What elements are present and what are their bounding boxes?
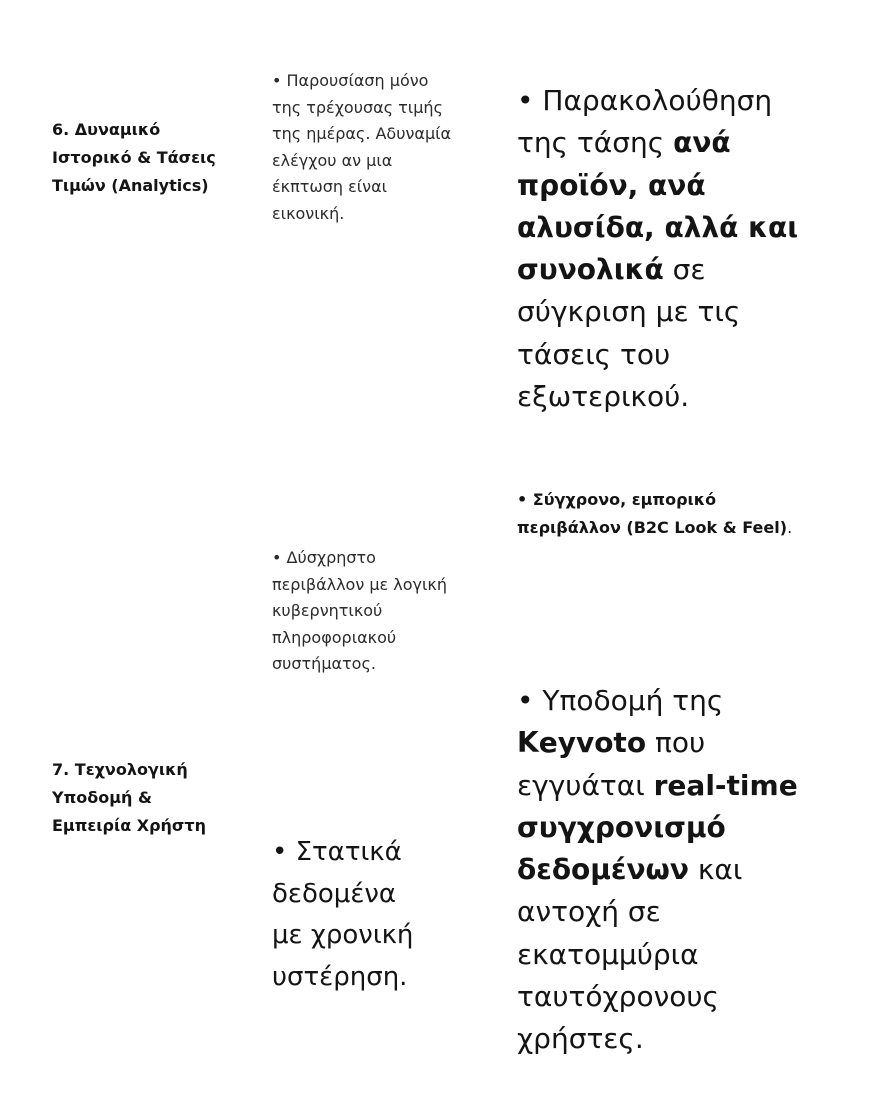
row-6-old-description (272, 68, 451, 227)
row-7-new-b-line-9: χρήστες. (517, 1022, 644, 1056)
row-6-new-text: της τάσης (517, 126, 674, 160)
row-7-new-b-line-8: ταυτόχρονους (517, 980, 719, 1014)
row-6-feature-label (52, 116, 216, 200)
row-6-new-line-1: • Παρακολούθηση (517, 84, 773, 117)
row-7-feature-label (52, 756, 206, 840)
row-7-new-b-emphasis: Κeyvoto (517, 726, 647, 760)
row-7-new-b-line-5 (517, 849, 798, 891)
row-6-label-line-2: Ιστορικό & Τάσεις (52, 148, 216, 167)
row-7-old-description-1 (272, 545, 447, 678)
row-7-old-a-line-4: πληροφοριακού (272, 627, 397, 647)
row-7-new-a-line-1: • Σύγχρονο, εμπορικό (517, 490, 717, 509)
row-6-new-line-3 (517, 165, 798, 207)
row-7-label-line-3: Εμπειρία Χρήστη (52, 816, 206, 835)
row-6-new-emphasis: προϊόν, ανά (517, 168, 706, 202)
row-6-old-line-6: εικονική. (272, 203, 345, 223)
row-6-new-text: σε (663, 253, 706, 287)
row-6-old-line-1: • Παρουσίαση μόνο (272, 71, 429, 90)
row-6-new-line-6: σύγκριση με τις (517, 295, 741, 329)
row-7-new-description-1 (517, 486, 792, 542)
row-6-new-line-4 (517, 207, 798, 249)
row-7-new-a-line-2 (517, 514, 792, 542)
row-7-new-a-text: περιβάλλον (B2C Look & Feel) (517, 518, 788, 537)
row-7-old-a-line-1: • Δύσχρηστο (272, 548, 376, 567)
row-7-new-description-2 (517, 680, 798, 1061)
row-7-label-line-1: 7. Τεχνολογική (52, 760, 188, 779)
row-7-new-b-text: και (688, 853, 743, 887)
row-7-old-a-line-5: συστήματος. (272, 654, 376, 673)
row-7-new-b-text: εγγυάται (517, 768, 654, 802)
row-7-old-b-line-3: με χρονική (272, 920, 414, 950)
row-6-new-line-8: εξωτερικού. (517, 380, 690, 414)
row-6-new-description (517, 80, 798, 418)
row-7-old-b-line-2: δεδομένα (272, 878, 397, 909)
row-7-new-b-line-4 (517, 807, 798, 849)
row-6-new-emphasis: αλυσίδα, αλλά και (517, 210, 799, 244)
row-7-old-a-line-3: κυβερνητικού (272, 601, 383, 620)
row-7-new-b-emphasis: συγχρονισμό (517, 810, 726, 844)
row-6-label-line-3: Τιμών (Analytics) (52, 176, 209, 195)
row-6-old-line-4: ελέγχου αν μια (272, 150, 393, 170)
row-7-new-b-line-2 (517, 722, 798, 764)
row-6-old-line-5: έκπτωση είναι (272, 177, 388, 196)
row-6-old-line-2: της τρέχουσας τιμής (272, 97, 443, 117)
row-6-new-line-7: τάσεις του (517, 337, 671, 371)
row-7-new-b-text: που (646, 726, 706, 760)
row-7-label-line-2: Υποδομή & (52, 788, 152, 807)
row-6-old-line-3: της ημέρας. Αδυναμία (272, 124, 452, 143)
row-7-new-b-line-1: • Υποδομή της (517, 684, 724, 717)
row-7-new-b-line-3 (517, 765, 798, 807)
row-7-new-b-line-7: εκατομμύρια (517, 937, 699, 971)
row-6-new-line-2 (517, 122, 798, 164)
row-6-new-line-5 (517, 249, 798, 291)
row-7-old-description-2 (272, 832, 413, 998)
row-6-label-line-1: 6. Δυναμικό (52, 120, 161, 139)
row-6-new-emphasis: ανά (673, 126, 731, 160)
row-7-old-b-line-4: υστέρηση. (272, 961, 408, 992)
row-7-new-b-emphasis: δεδομένων (517, 853, 689, 887)
row-7-new-a-period: . (787, 518, 793, 537)
row-7-old-a-line-2: περιβάλλον με λογική (272, 574, 447, 594)
row-7-new-b-line-6: αντοχή σε (517, 895, 661, 929)
row-7-old-b-line-1: • Στατικά (272, 837, 402, 867)
row-6-new-emphasis: συνολικά (517, 253, 664, 287)
row-7-new-b-emphasis: real-time (653, 768, 798, 802)
